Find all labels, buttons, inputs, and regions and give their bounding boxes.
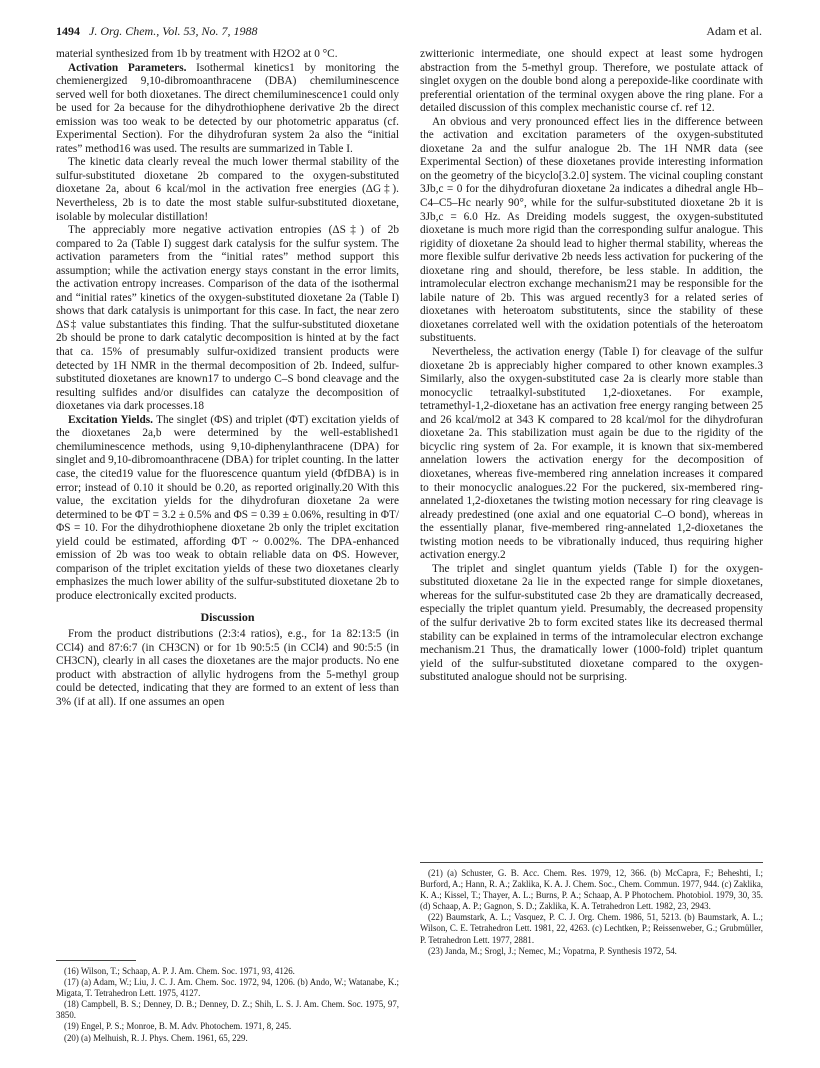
header-authors: Adam et al. [706, 24, 762, 38]
left-column [56, 48, 399, 709]
paragraph: The triplet and singlet quantum yields (Table I) for the oxygen-substituted dioxetane 2a lie in the expected range for simple dioxetanes, whereas for the sulfur-substituted case 2b they are dramatically decreased, especially the triplet quantum yield. Presumably, the decreased propensity of the sulfur derivative 2b to form excited states like its decreased thermal stability can be explained in terms of the intramolecular electron exchange mechanism.21 Thus, the dramatically lower (1000-fold) triplet quantum yield of the sulfur-substituted dioxetane compared to the oxygen-substituted analogue should not be surprising. [420, 562, 763, 684]
paragraph: An obvious and very pronounced effect lies in the difference between the activation and excitation parameters of the oxygen-substituted dioxetane 2a and the sulfur analogue 2b. The 1H NMR data (see Experimental Section) of these dioxetanes provide interesting information on the geometry of the bicyclo[3.2.0] system. The vicinal coupling constant 3Jb,c = 0 for the dihydrofuran dioxetane 2a indicates a dihedral angle Hb–C4–C5–Hc nearly 90°, while for the sulfur-substituted dioxetane 2b it is 3Jb,c = 6.0 Hz. As Dreiding models suggest, the oxygen-substituted dioxetane is much more rigid than the corresponding sulfur analogue. This rigidity of dioxetane 2a should lead to higher thermal stability, whereas the more flexible sulfur derivative 2b needs less activation for puckering of the dioxetane ring and should, therefore, be less stable. In addition, the intramolecular electron exchange mechanism21 may be responsible for the labile nature of 2b. This was argued recently3 for a related series of dioxetanes with heteroatom substitutents, since the stability of these dioxetanes correlated well with the oxidation potentials of the heteroatom substituents. [420, 115, 763, 345]
header-left [56, 24, 258, 39]
journal-citation: J. Org. Chem., Vol. 53, No. 7, 1988 [89, 24, 258, 38]
reference: (18) Campbell, B. S.; Denney, D. B.; Denney, D. Z.; Shih, L. S. J. Am. Chem. Soc. 1975, 97, 3850. [56, 999, 399, 1021]
run-in-heading: Excitation Yields. [68, 413, 153, 426]
reference: (17) (a) Adam, W.; Liu, J. C. J. Am. Chem. Soc. 1972, 94, 1206. (b) Ando, W.; Watanabe, K.; Migata, T. Tetrahedron Lett. 1975, 4127. [56, 977, 399, 999]
section-heading: Discussion [200, 610, 255, 625]
right-column [420, 48, 763, 685]
paragraph: The appreciably more negative activation entropies (ΔS‡) of 2b compared to 2a (Table I) suggest dark catalysis for the sulfur system. The activation parameters from the “initial rates” method support this assumption; while the activation energy stays constant in the error limits, the activation entropy increases. Comparison of the data of the isothermal and “initial rates” kinetics of the oxygen-substituted dioxetane 2a (Table I) shows that dark catalysis is unimportant for this case. In fact, the near zero ΔS‡ value substantiates this finding. That the sulfur-substituted dioxetane 2b should be prone to dark catalytic decomposition is hinted at by the fact that ca. 15% of presumably sulfur-oxidized transient products were detected by 1H NMR in the thermal decomposition of 2b. Indeed, sulfur-substituted dioxetanes are known17 to undergo C–S bond cleavage and the resulting sulfides and/or disulfides can catalyze the decomposition of dioxetanes via dark processes.18 [56, 224, 399, 413]
paragraph: material synthesized from 1b by treatment with H2O2 at 0 °C. [56, 48, 338, 60]
footnote-rule [56, 960, 136, 961]
footnote-rule [420, 862, 763, 863]
references-right [420, 868, 763, 957]
paragraph [56, 62, 399, 157]
paragraph-text: The singlet (ΦS) and triplet (ΦT) excitation yields of the dioxetanes 2a,b were determined by the well-established1 chemiluminescence methods, using 9,10-diphenylanthracene (DPA) for singlet and 9,10-dibromoanthracene (DBA) for triplet counting. In the latter case, the cited19 value for the fluorescence quantum yield (ΦfDBA) is in error; instead of 0.10 it should be 0.20, as reported originally.20 With this value, the excitation yields for the dihydrofuran dioxetane 2a were determined to be ΦT = 3.2 ± 0.5% and ΦS = 0.39 ± 0.06%, resulting in ΦT/ΦS = 10. For the dihydrothiophene dioxetane 2b only the triplet excitation yield could be estimated, affording ΦT ~ 0.002%. The DPA-enhanced emission of 2b was too weak to obtain reliable data on ΦS. However, comparison of the triplet excitation yields of these two dioxetanes clearly emphasizes the much lower ability of the sulfur-substituted dioxetane 2b to produce electronically excited products. [56, 413, 399, 602]
paragraph: Nevertheless, the activation energy (Table I) for cleavage of the sulfur dioxetane 2b is appreciably higher compared to other known examples.3 Similarly, also the oxygen-substituted case 2a is clearly more stable than monocyclic tetraalkyl-substituted 1,2-dioxetanes. For example, tetramethyl-1,2-dioxetane has an activation free energy ranging between 25 and 26 kcal/mol2 at 343 K compared to 28 kcal/mol for the dihydrofuran dioxetane 2a. This stabilization must again be due to the rigidity of the bicyclic ring system of 2a. For example, it is known that six-membered annelation lowers the activation energy for the decomposition of dioxetanes, whereas five-membered ring annelation increases it compared to their monocyclic analogues.22 For the puckered, six-membered ring-annelated 1,2-dioxetanes the twisting motion necessary for ring cleavage is already predestined (one axial and one equatorial C–O bond), whereas in the essentially planar, five-membered ring-annelated 1,2-dioxetanes the twisting motion needs to be vibrationally induced, thus requiring higher activation energy.2 [420, 346, 763, 562]
paragraph [56, 414, 399, 604]
reference: (20) (a) Melhuish, R. J. Phys. Chem. 1961, 65, 229. [64, 1032, 248, 1043]
reference: (22) Baumstark, A. L.; Vasquez, P. C. J. Org. Chem. 1986, 51, 5213. (b) Baumstark, A. L.; Wilson, C. E. Tetrahedron Lett. 1981, 22, 4263. (c) Lechtken, P.; Reissenweber, G.; Grubmüller, P. Tetrahedron Lett. 1977, 2881. [420, 912, 763, 945]
paragraph-text: Isothermal kinetics1 by monitoring the chemienergized 9,10-dibromoanthracene (DBA) chemiluminescence served well for both dioxetanes. The direct chemiluminescence1 could only be used for 2a because for the dihydrothiophene derivative 2b the direct emission was too weak to be detected by our photometric apparatus (cf. Experimental Section). For the dihydrofuran system 2a also the “initial rates” method16 was used. The results are summarized in Table I. [56, 61, 399, 155]
page-number: 1494 [56, 24, 80, 38]
paragraph: zwitterionic intermediate, one should expect at least some hydrogen abstraction from the 5-methyl group. Therefore, we postulate attack of singlet oxygen on the double bond along a perepoxide-like coordinate with preferential orientation of the terminal oxygen above the ring plane. For a detailed discussion of this complex mechanistic course cf. ref 12. [420, 48, 763, 115]
reference: (19) Engel, P. S.; Monroe, B. M. Adv. Photochem. 1971, 8, 245. [64, 1021, 292, 1032]
run-in-heading: Activation Parameters. [68, 61, 187, 74]
paragraph: From the product distributions (2:3:4 ratios), e.g., for 1a 82:13:5 (in CCl4) and 87:6:7 (in CH3CN) or for 1b 90:5:5 (in CCl4) and 90:5:5 (in CH3CN), clearly in all cases the dioxetanes are the major products. No ene product with abstraction of allylic hydrogens from the 5-methyl group could be detected, indicating that they are formed to an extent of less than 3% (if at all). If one assumes an open [56, 627, 399, 708]
running-header [56, 24, 762, 40]
reference: (16) Wilson, T.; Schaap, A. P. J. Am. Chem. Soc. 1971, 93, 4126. [64, 966, 295, 976]
references-left [56, 966, 399, 1044]
reference: (21) (a) Schuster, G. B. Acc. Chem. Res. 1979, 12, 366. (b) McCapra, F.; Beheshti, I.; Burford, A.; Hann, R. A.; Zaklika, K. A. J. Chem. Soc., Chem. Commun. 1977, 944. (c) Zaklika, K. A.; Kissel, T.; Thayer, A. L.; Burns, P. A.; Schaap, A. P Photochem. Photobiol. 1979, 30, 35. (d) Schaap, A. P.; Gagnon, S. D.; Zaklika, K. A. Tetrahedron Lett. 1982, 23, 2943. [420, 868, 763, 912]
reference: (23) Janda, M.; Srogl, J.; Nemec, M.; Vopatrna, P. Synthesis 1972, 54. [428, 945, 677, 956]
paragraph: The kinetic data clearly reveal the much lower thermal stability of the sulfur-substituted dioxetane 2b compared to the oxygen-substituted dioxetane 2a, about 6 kcal/mol in the activation free energies (ΔG‡). Nevertheless, 2b is to date the most stable sulfur-substituted dioxetane, isolable by molecular distillation! [56, 156, 399, 223]
